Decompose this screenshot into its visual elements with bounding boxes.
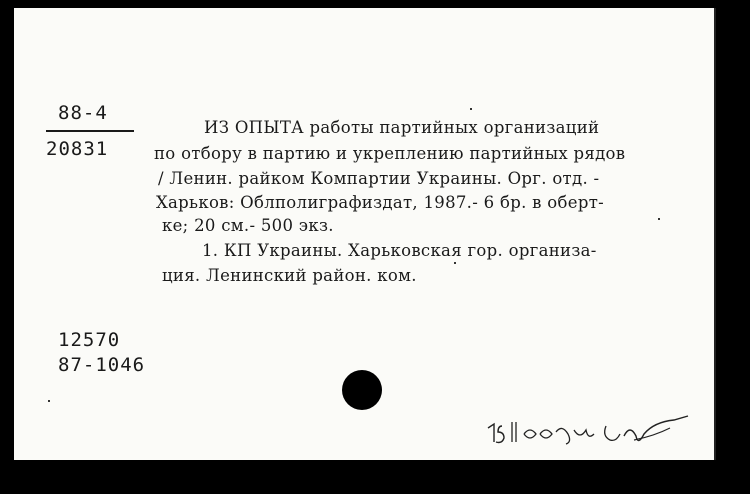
accession-number-1: 12570 bbox=[58, 329, 121, 351]
description-line-1: ИЗ ОПЫТА работы партийных организаций bbox=[204, 118, 600, 137]
card-punch-hole bbox=[342, 370, 382, 410]
catalog-card bbox=[14, 8, 716, 460]
speck bbox=[470, 108, 472, 110]
speck bbox=[658, 218, 660, 220]
description-line-3: / Ленин. райком Компартии Украины. Орг. отд. - bbox=[158, 169, 600, 188]
call-number-bottom: 20831 bbox=[46, 138, 109, 160]
speck bbox=[48, 400, 50, 402]
description-line-5: ке; 20 см.- 500 экз. bbox=[162, 216, 334, 235]
subject-heading-line-1: 1. КП Украины. Харьковская гор. организа- bbox=[202, 241, 597, 260]
accession-number-2: 87-1046 bbox=[58, 354, 146, 376]
call-number-divider bbox=[46, 130, 134, 132]
call-number-top: 88-4 bbox=[58, 102, 108, 124]
description-line-2: по отбору в партию и укреплению партийных рядов bbox=[154, 144, 626, 163]
description-line-4: Харьков: Облполиграфиздат, 1987.- 6 бр. в оберт- bbox=[156, 193, 605, 212]
speck bbox=[454, 262, 456, 264]
handwritten-signature bbox=[484, 406, 694, 450]
subject-heading-line-2: ция. Ленинский район. ком. bbox=[162, 266, 417, 285]
